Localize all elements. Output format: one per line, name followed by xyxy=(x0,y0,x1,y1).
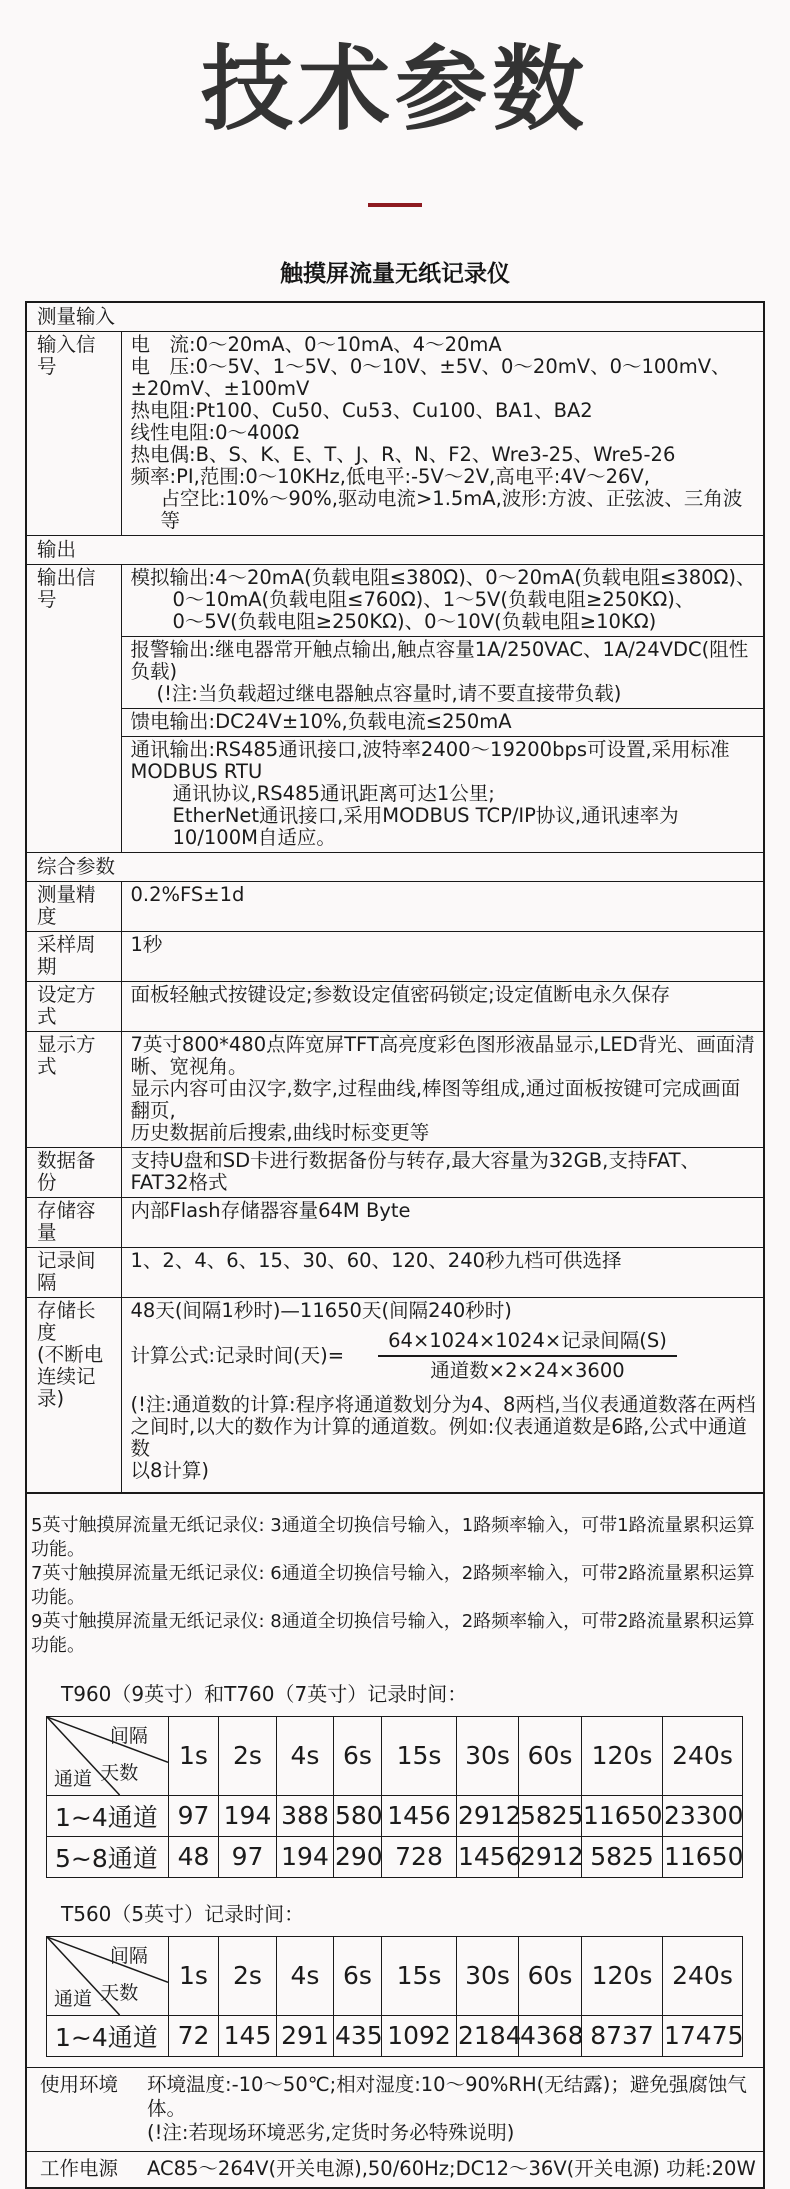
spec-row-label: 数据备份 xyxy=(27,1147,121,1197)
spec-row-value xyxy=(121,1031,763,1147)
spec-line: 0～5V(负载电阻≥250KΩ)、0～10V(负载电阻≥10KΩ) xyxy=(172,609,657,633)
record-cell: 4368 xyxy=(519,2015,582,2056)
spec-row-label: 记录间隔 xyxy=(27,1247,121,1297)
spec-label-line: 存储长度 xyxy=(37,1298,96,1344)
spec-line: 热电偶:B、S、K、E、T、J、R、N、F2、Wre3-25、Wre5-26 xyxy=(130,442,676,466)
environment-content xyxy=(147,2073,763,2145)
spec-row-value: 1、2、4、6、15、30、60、120、240秒九档可供选择 xyxy=(121,1247,763,1297)
page-title: 技术参数 xyxy=(200,36,589,143)
spec-table xyxy=(27,303,763,1492)
spec-row-value: 1秒 xyxy=(121,931,763,981)
model-note-5inch: 5英寸触摸屏流量无纸记录仪: 3通道全切换信号输入，1路频率输入，可带1路流量累积运算功能。 xyxy=(31,1514,755,1560)
record-cell: 1456 xyxy=(382,1795,457,1836)
record-cell: 145 xyxy=(219,2015,277,2056)
spec-row xyxy=(27,331,763,535)
record-row-5-8 xyxy=(47,1836,743,1877)
record-cell: 388 xyxy=(277,1795,334,1836)
record-cell: 2912 xyxy=(519,1836,582,1877)
diagonal-header-cell xyxy=(47,1716,169,1795)
record-time-formula xyxy=(131,1330,758,1382)
technical-parameters-document xyxy=(0,36,790,2189)
record-time-table-t960-t760 xyxy=(46,1716,743,1878)
record-col-header: 30s xyxy=(457,1936,519,2015)
record-header-row xyxy=(47,1716,743,1795)
record-cell: 23300 xyxy=(663,1795,743,1836)
spec-section-row xyxy=(27,852,763,881)
spec-section-header: 测量输入 xyxy=(27,303,763,332)
record-cell: 11650 xyxy=(663,1836,743,1877)
note-line: 以8计算) xyxy=(130,1458,210,1482)
spec-row xyxy=(27,881,763,931)
record-cell: 194 xyxy=(219,1795,277,1836)
record-col-header: 240s xyxy=(663,1716,743,1795)
record-cell: 97 xyxy=(169,1795,219,1836)
power-content: AC85～264V(开关电源),50/60Hz;DC12～36V(开关电源) 功耗:20W xyxy=(147,2156,756,2180)
spec-line: 报警输出:继电器常开触点输出,触点容量1A/250VAC、1A/24VDC(阻性负载) xyxy=(130,637,749,683)
record-cell: 11650 xyxy=(582,1795,663,1836)
spec-row-label: 采样周期 xyxy=(27,931,121,981)
record-header-row xyxy=(47,1936,743,2015)
corner-label-channel: 通道 xyxy=(54,1987,93,2010)
spec-line: 电 流:0～20mA、0～10mA、4～20mA xyxy=(130,332,502,356)
corner-label-interval: 间隔 xyxy=(109,1724,148,1747)
spec-row xyxy=(27,736,763,852)
spec-row xyxy=(27,1247,763,1297)
note-line: (!注:通道数的计算:程序将通道数划分为4、8两档,当仪表通道数落在两档 xyxy=(130,1392,756,1416)
spec-section-row xyxy=(27,303,763,332)
title-divider xyxy=(368,203,422,207)
formula-prefix: 计算公式:记录时间(天)= xyxy=(130,1343,345,1367)
spec-line: (!注:当负载超过继电器触点容量时,请不要直接带负载) xyxy=(156,681,622,705)
formula-denominator: 通道数×2×24×3600 xyxy=(430,1358,625,1382)
power-row xyxy=(27,2151,763,2187)
spec-row xyxy=(27,931,763,981)
spec-row-value: 内部Flash存储器容量64M Byte xyxy=(121,1197,763,1247)
spec-row xyxy=(27,564,763,636)
spec-line: 电 压:0～5V、1～5V、0～10V、±5V、0～20mV、0～100mV、±20mV、±100mV xyxy=(130,354,731,400)
spec-row xyxy=(27,1197,763,1247)
product-subtitle: 触摸屏流量无纸记录仪 xyxy=(280,260,510,287)
record-cell: 728 xyxy=(382,1836,457,1877)
spec-row-label: 显示方式 xyxy=(27,1031,121,1147)
spec-row-value xyxy=(121,1297,763,1492)
record-col-header: 15s xyxy=(382,1716,457,1795)
spec-label-line: 连续记录) xyxy=(37,1364,96,1410)
spec-subrow-analog xyxy=(121,564,763,636)
spec-line: 热电阻:Pt100、Cu50、Cu53、Cu100、BA1、BA2 xyxy=(130,398,593,422)
record-col-header: 30s xyxy=(457,1716,519,1795)
record-cell: 580 xyxy=(334,1795,382,1836)
record-cell: 1092 xyxy=(382,2015,457,2056)
note-line: 之间时,以大的数作为计算的通道数。例如:仪表通道数是6路,公式中通道数 xyxy=(130,1414,747,1460)
record-row-1-4 xyxy=(47,1795,743,1836)
power-label: 工作电源 xyxy=(40,2156,119,2180)
record-col-header: 6s xyxy=(334,1936,382,2015)
record-col-header: 15s xyxy=(382,1936,457,2015)
environment-row xyxy=(27,2067,763,2151)
spec-subrow-comm xyxy=(121,736,763,852)
record-row-1-4 xyxy=(47,2015,743,2056)
record-row-label: 1~4通道 xyxy=(47,1795,169,1836)
spec-row xyxy=(27,981,763,1031)
diagonal-header-cell xyxy=(47,1936,169,2015)
record-cell: 291 xyxy=(277,2015,334,2056)
environment-line: 环境温度:-10～50℃;相对湿度:10～90%RH(无结露)；避免强腐蚀气体。 xyxy=(147,2072,747,2120)
record-cell: 194 xyxy=(277,1836,334,1877)
spec-row-label: 输入信号 xyxy=(27,331,121,535)
spec-row-value: 支持U盘和SD卡进行数据备份与转存,最大容量为32GB,支持FAT、FAT32格式 xyxy=(121,1147,763,1197)
record-time-table-t560 xyxy=(46,1936,743,2057)
spec-line: 模拟输出:4～20mA(负载电阻≤380Ω)、0～20mA(负载电阻≤380Ω)、 xyxy=(130,565,756,589)
spec-subrow-feed xyxy=(121,708,763,736)
record-row-label: 1~4通道 xyxy=(47,2015,169,2056)
corner-label-channel: 通道 xyxy=(54,1767,93,1790)
spec-row-value: 面板轻触式按键设定;参数设定值密码锁定;设定值断电永久保存 xyxy=(121,981,763,1031)
corner-label-interval: 间隔 xyxy=(109,1944,148,1967)
formula-fraction xyxy=(378,1330,677,1382)
environment-note: (!注:若现场环境恶劣,定货时务必特殊说明) xyxy=(147,2120,515,2144)
record-col-header: 4s xyxy=(277,1936,334,2015)
model-note-9inch: 9英寸触摸屏流量无纸记录仪: 8通道全切换信号输入，2路频率输入，可带2路流量累积运算功能。 xyxy=(31,1610,755,1656)
spec-line: 显示内容可由汉字,数字,过程曲线,棒图等组成,通过面板按键可完成画面翻页, xyxy=(130,1076,741,1122)
spec-row xyxy=(27,1297,763,1492)
record-col-header: 240s xyxy=(663,1936,743,2015)
record-cell: 17475 xyxy=(663,2015,743,2056)
spec-line: 馈电输出:DC24V±10%,负载电流≤250mA xyxy=(130,709,512,733)
record-col-header: 120s xyxy=(582,1936,663,2015)
record-cell: 48 xyxy=(169,1836,219,1877)
spec-row xyxy=(27,1147,763,1197)
spec-row xyxy=(27,1031,763,1147)
spec-line: 0～10mA(负载电阻≤760Ω)、1～5V(负载电阻≥250KΩ)、 xyxy=(172,587,695,611)
record-col-header: 6s xyxy=(334,1716,382,1795)
spec-row-label: 存储容量 xyxy=(27,1197,121,1247)
record-cell: 72 xyxy=(169,2015,219,2056)
spec-row-value xyxy=(121,331,763,535)
spec-section-header: 综合参数 xyxy=(27,852,763,881)
environment-label: 使用环境 xyxy=(40,2072,119,2096)
record-col-header: 2s xyxy=(219,1716,277,1795)
record-cell: 1456 xyxy=(457,1836,519,1877)
spec-line: 通讯输出:RS485通讯接口,波特率2400～19200bps可设置,采用标准MODBUS RTU xyxy=(130,737,730,783)
record-cell: 290 xyxy=(334,1836,382,1877)
spec-row-label: 输出信号 xyxy=(27,564,121,852)
channel-count-note xyxy=(131,1394,758,1482)
corner-label-days: 天数 xyxy=(100,1981,139,2004)
record-cell: 2184 xyxy=(457,2015,519,2056)
models-section xyxy=(27,1492,763,2067)
spec-line: 通讯协议,RS485通讯距离可达1公里; xyxy=(172,781,495,805)
corner-label-days: 天数 xyxy=(100,1761,139,1784)
spec-line: 频率:PI,范围:0～10KHz,低电平:-5V～2V,高电平:4V～26V, xyxy=(130,464,650,488)
spec-subrow-alarm xyxy=(121,636,763,708)
record-cell: 5825 xyxy=(582,1836,663,1877)
record-col-header: 2s xyxy=(219,1936,277,2015)
record-row-label: 5~8通道 xyxy=(47,1836,169,1877)
record-table-heading-t960-t760: T960（9英寸）和T760（7英寸）记录时间： xyxy=(61,1681,468,1706)
record-col-header: 4s xyxy=(277,1716,334,1795)
record-table-heading-t560: T560（5英寸）记录时间： xyxy=(61,1901,305,1926)
model-note-7inch: 7英寸触摸屏流量无纸记录仪: 6通道全切换信号输入，2路频率输入，可带2路流量累积运算功能。 xyxy=(31,1562,755,1608)
spec-outer-box xyxy=(25,301,765,2189)
record-cell: 97 xyxy=(219,1836,277,1877)
record-col-header: 120s xyxy=(582,1716,663,1795)
spec-label-line: (不断电 xyxy=(37,1342,104,1366)
spec-line: EtherNet通讯接口,采用MODBUS TCP/IP协议,通讯速率为10/100M自适应。 xyxy=(172,803,679,849)
spec-row xyxy=(27,636,763,708)
spec-section-row xyxy=(27,535,763,564)
spec-line: 线性电阻:0～400Ω xyxy=(130,420,300,444)
spec-line: 占空比:10%～90%,驱动电流>1.5mA,波形:方波、正弦波、三角波等 xyxy=(160,486,743,532)
formula-numerator: 64×1024×1024×记录间隔(S) xyxy=(378,1330,677,1357)
record-col-header: 1s xyxy=(169,1936,219,2015)
record-cell: 2912 xyxy=(457,1795,519,1836)
spec-line: 历史数据前后搜索,曲线时标变更等 xyxy=(130,1120,430,1144)
storage-range: 48天(间隔1秒时)—11650天(间隔240秒时) xyxy=(130,1298,512,1322)
spec-row-label: 测量精度 xyxy=(27,881,121,931)
record-col-header: 60s xyxy=(519,1936,582,2015)
record-col-header: 60s xyxy=(519,1716,582,1795)
spec-line: 7英寸800*480点阵宽屏TFT高亮度彩色图形液晶显示,LED背光、画面清晰、宽视角。 xyxy=(130,1032,755,1078)
record-cell: 5825 xyxy=(519,1795,582,1836)
spec-row-label: 设定方式 xyxy=(27,981,121,1031)
spec-section-header: 输出 xyxy=(27,535,763,564)
spec-row-value: 0.2%FS±1d xyxy=(121,881,763,931)
record-col-header: 1s xyxy=(169,1716,219,1795)
spec-row xyxy=(27,708,763,736)
spec-row-label xyxy=(27,1297,121,1492)
record-cell: 8737 xyxy=(582,2015,663,2056)
record-cell: 435 xyxy=(334,2015,382,2056)
